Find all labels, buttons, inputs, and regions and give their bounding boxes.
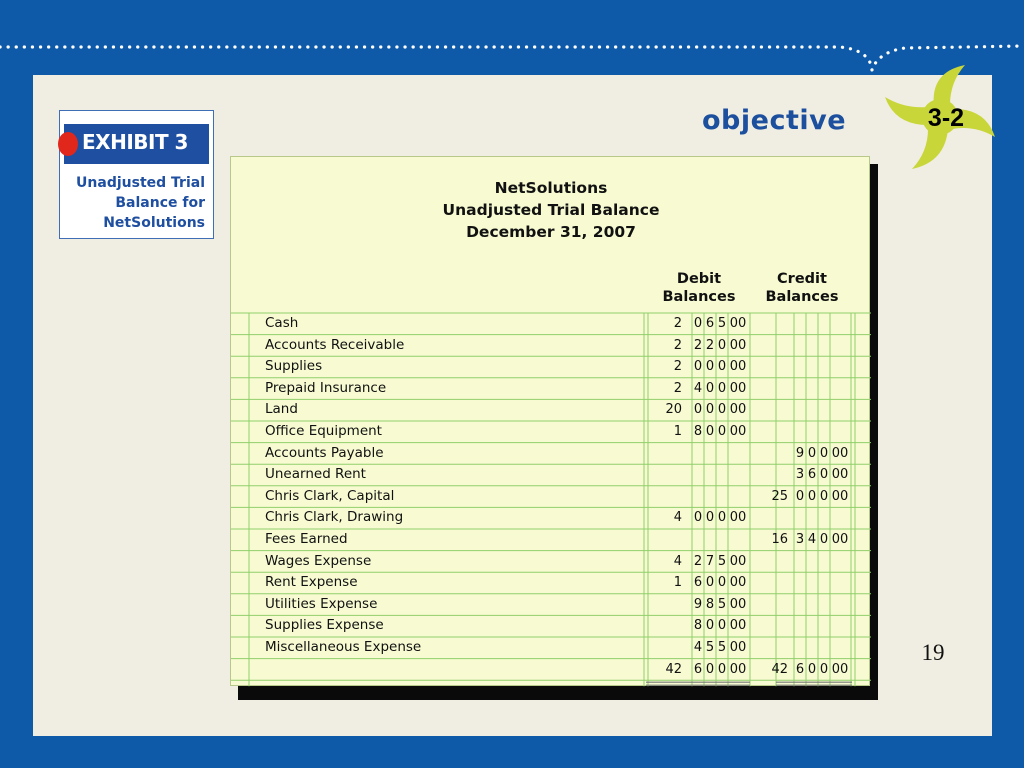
account-name: Prepaid Insurance — [265, 379, 387, 396]
debit-amount-digit: 00 — [729, 337, 747, 353]
credit-amount-digit: 0 — [807, 445, 817, 461]
exhibit-title: EXHIBIT 3 — [82, 130, 188, 154]
credit-header-line-1: Credit — [777, 271, 827, 287]
trial-balance-sheet — [230, 156, 870, 686]
debit-amount-digit: 00 — [729, 402, 747, 418]
debit-amount-digit: 00 — [729, 424, 747, 439]
account-name: Land — [265, 401, 298, 418]
credit-amount-digit: 00 — [831, 488, 849, 504]
objective-number: 3-2 — [927, 104, 965, 132]
credit-amount-digit: 0 — [807, 661, 817, 677]
debit-amount-digit: 5 — [717, 553, 727, 569]
debit-amount-digit: 00 — [729, 510, 747, 526]
exhibit-bullet-icon — [58, 132, 78, 156]
debit-amount-digit: 1 — [673, 424, 682, 439]
debit-amount-digit: 0 — [717, 424, 727, 439]
debit-amount-digit: 2 — [693, 337, 703, 353]
account-name: Accounts Receivable — [265, 336, 405, 353]
account-name: Miscellaneous Expense — [265, 639, 422, 655]
debit-amount-digit: 5 — [717, 316, 727, 331]
debit-amount-digit: 0 — [717, 337, 727, 353]
debit-amount-digit: 0 — [717, 618, 727, 634]
debit-amount-digit: 0 — [693, 402, 703, 418]
statement-title: Unadjusted Trial Balance — [442, 201, 660, 219]
statement-date: December 31, 2007 — [466, 223, 636, 241]
objective-label: objective — [702, 105, 847, 136]
debit-amount-digit: 20 — [665, 402, 682, 418]
debit-amount-digit: 0 — [717, 359, 727, 375]
debit-amount-digit: 0 — [717, 575, 727, 591]
debit-amount-digit: 00 — [729, 661, 747, 677]
credit-amount-digit: 25 — [771, 488, 788, 504]
debit-header-line-1: Debit — [676, 271, 722, 287]
debit-amount-digit: 0 — [705, 380, 715, 396]
account-name: Fees Earned — [265, 531, 348, 547]
debit-amount-digit: 0 — [717, 402, 727, 418]
debit-header-line-2: Balances — [662, 289, 736, 305]
account-name: Unearned Rent — [265, 466, 366, 483]
debit-amount-digit: 0 — [717, 661, 727, 677]
credit-amount-digit: 00 — [831, 661, 849, 677]
debit-amount-digit: 0 — [705, 575, 715, 591]
credit-amount-digit: 0 — [819, 467, 829, 483]
credit-amount-digit: 42 — [771, 661, 788, 677]
account-name: Utilities Expense — [265, 595, 378, 612]
credit-amount-digit: 0 — [807, 488, 817, 504]
account-name: Chris Clark, Capital — [265, 487, 395, 504]
debit-amount-digit: 00 — [729, 316, 747, 331]
credit-amount-digit: 00 — [831, 445, 849, 461]
debit-amount-digit: 00 — [729, 640, 747, 655]
credit-amount-digit: 4 — [807, 532, 817, 547]
debit-amount-digit: 0 — [717, 510, 727, 526]
company-name: NetSolutions — [494, 179, 608, 197]
credit-amount-digit: 6 — [807, 467, 817, 483]
account-name: Office Equipment — [265, 423, 382, 439]
debit-amount-digit: 0 — [693, 316, 703, 331]
debit-amount-digit: 2 — [673, 359, 682, 375]
exhibit-caption — [65, 173, 205, 233]
debit-amount-digit: 1 — [673, 575, 682, 591]
credit-amount-digit: 3 — [795, 467, 805, 483]
debit-amount-digit: 0 — [705, 424, 715, 439]
exhibit-box — [59, 110, 214, 239]
account-name: Supplies — [265, 358, 323, 375]
account-name: Wages Expense — [265, 552, 372, 569]
debit-amount-digit: 0 — [693, 359, 703, 375]
page-number: 19 — [921, 640, 945, 665]
debit-amount-digit: 00 — [729, 575, 747, 591]
account-name: Supplies Expense — [265, 617, 384, 634]
debit-amount-digit: 6 — [693, 575, 703, 591]
account-name: Cash — [265, 315, 299, 331]
credit-amount-digit: 00 — [831, 532, 849, 547]
debit-amount-digit: 4 — [673, 510, 682, 526]
debit-amount-digit: 2 — [705, 337, 715, 353]
credit-amount-digit: 00 — [831, 467, 849, 483]
credit-header-line-2: Balances — [765, 289, 839, 305]
debit-amount-digit: 9 — [693, 596, 703, 612]
credit-amount-digit: 16 — [771, 532, 788, 547]
debit-amount-digit: 00 — [729, 618, 747, 634]
debit-amount-digit: 00 — [729, 359, 747, 375]
debit-amount-digit: 6 — [705, 316, 715, 331]
account-name: Rent Expense — [265, 574, 358, 591]
debit-amount-digit: 7 — [705, 553, 715, 569]
debit-amount-digit: 4 — [693, 380, 703, 396]
credit-amount-digit: 9 — [795, 445, 805, 461]
credit-amount-digit: 6 — [795, 661, 805, 677]
debit-amount-digit: 0 — [705, 661, 715, 677]
credit-amount-digit: 3 — [795, 532, 805, 547]
credit-amount-digit: 0 — [819, 661, 829, 677]
debit-amount-digit: 4 — [693, 640, 703, 655]
debit-amount-digit: 5 — [717, 640, 727, 655]
exhibit-banner — [64, 124, 209, 164]
debit-amount-digit: 4 — [673, 553, 682, 569]
debit-amount-digit: 8 — [693, 618, 703, 634]
credit-amount-digit: 0 — [819, 532, 829, 547]
debit-amount-digit: 0 — [705, 402, 715, 418]
debit-amount-digit: 2 — [673, 380, 682, 396]
debit-amount-digit: 0 — [705, 618, 715, 634]
debit-amount-digit: 6 — [693, 661, 703, 677]
debit-amount-digit: 00 — [729, 553, 747, 569]
debit-amount-digit: 2 — [693, 553, 703, 569]
debit-amount-digit: 8 — [705, 596, 715, 612]
debit-amount-digit: 5 — [705, 640, 715, 655]
debit-amount-digit: 8 — [693, 424, 703, 439]
debit-amount-digit: 42 — [665, 661, 682, 677]
debit-amount-digit: 0 — [717, 380, 727, 396]
debit-amount-digit: 5 — [717, 596, 727, 612]
exhibit-caption-line-1: Unadjusted Trial — [76, 175, 205, 191]
debit-amount-digit: 0 — [705, 359, 715, 375]
account-name: Accounts Payable — [265, 444, 384, 461]
debit-amount-digit: 00 — [729, 380, 747, 396]
credit-amount-digit: 0 — [819, 488, 829, 504]
debit-amount-digit: 2 — [673, 337, 682, 353]
exhibit-caption-line-3: NetSolutions — [103, 215, 205, 231]
debit-amount-digit: 2 — [673, 316, 682, 331]
debit-amount-digit: 0 — [705, 510, 715, 526]
credit-amount-digit: 0 — [795, 488, 805, 504]
debit-amount-digit: 00 — [729, 596, 747, 612]
credit-amount-digit: 0 — [819, 445, 829, 461]
account-name: Chris Clark, Drawing — [265, 509, 404, 526]
debit-amount-digit: 0 — [693, 510, 703, 526]
exhibit-caption-line-2: Balance for — [115, 195, 205, 211]
